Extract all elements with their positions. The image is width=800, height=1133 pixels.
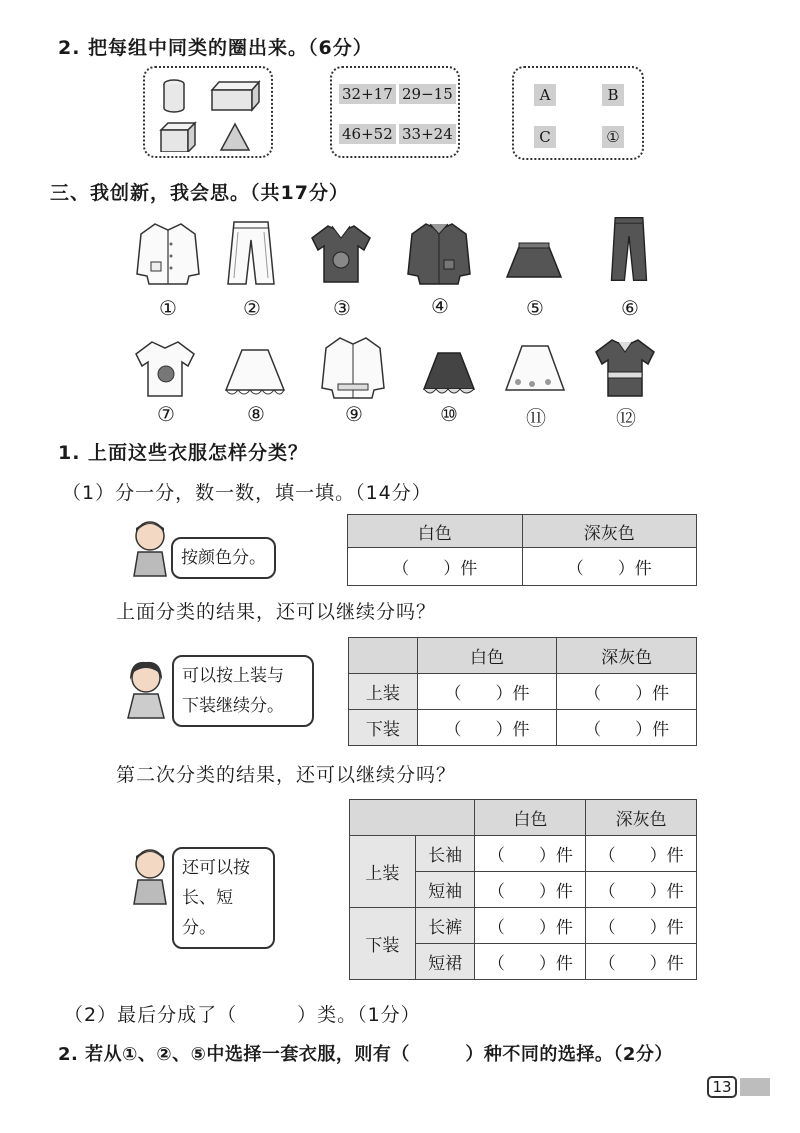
clothing-number: ⑤ <box>526 296 544 320</box>
q2-title: 2. 把每组中同类的圈出来。（6分） <box>58 37 373 59</box>
dark-polo-shirt-image <box>590 332 660 402</box>
answer-cell: （ ）件 <box>522 548 697 586</box>
answer-cell: （ ）件 <box>417 710 557 746</box>
white-floral-skirt-image <box>500 336 570 406</box>
white-tshirt-image <box>130 334 200 404</box>
letter-item: C <box>534 126 556 148</box>
shape-group-box <box>143 66 273 158</box>
row-label-short-sleeve: 短袖 <box>415 872 475 908</box>
answer-cell: （ ）件 <box>475 872 586 908</box>
row-label-long-sleeve: 长袖 <box>415 836 475 872</box>
clothing-number: ⑥ <box>621 296 639 320</box>
clothing-number: ⑧ <box>247 402 265 426</box>
equation: 29−15 <box>399 84 456 104</box>
letter-group-box <box>512 66 644 160</box>
clothing-number: ⑫ <box>616 406 636 430</box>
shapes-illustration <box>157 76 263 152</box>
white-skirt-image <box>220 338 290 408</box>
dark-jacket-image <box>404 218 474 288</box>
group-label-tops: 上装 <box>350 836 416 908</box>
answer-cell: （ ）件 <box>586 836 697 872</box>
speech-bubble: 按颜色分。 <box>171 537 276 579</box>
letter-item: ① <box>602 126 624 148</box>
continue-prompt-2: 第二次分类的结果，还可以继续分吗？ <box>116 764 457 786</box>
clothing-number: ③ <box>333 296 351 320</box>
header-white: 白色 <box>417 638 557 674</box>
header-dark-gray: 深灰色 <box>557 638 697 674</box>
q1-part2: （2）最后分成了（ ）类。（1分） <box>64 1004 421 1026</box>
row-label-tops: 上装 <box>349 674 418 710</box>
letter-item: A <box>534 84 556 106</box>
answer-cell: （ ）件 <box>475 908 586 944</box>
row-label-short-skirt: 短裙 <box>415 944 475 980</box>
answer-cell: （ ）件 <box>586 908 697 944</box>
q2-bottom: 2. 若从①、②、⑤中选择一套衣服，则有（ ）种不同的选择。（2分） <box>58 1044 673 1065</box>
clothing-number: ⑩ <box>440 402 458 426</box>
dark-ruffle-skirt-image <box>414 340 484 410</box>
continue-prompt-1: 上面分类的结果，还可以继续分吗？ <box>116 601 437 623</box>
dark-trousers-image <box>594 214 664 284</box>
clothing-number: ① <box>159 296 177 320</box>
bubble-line: 可以按上装与 <box>182 666 284 686</box>
answer-cell: （ ）件 <box>586 944 697 980</box>
clothing-number: ⑪ <box>526 406 546 430</box>
speech-bubble <box>172 655 314 727</box>
q1-part1: （1）分一分，数一数，填一填。（14分） <box>62 482 432 504</box>
page-number: 13 <box>707 1076 737 1098</box>
header-white: 白色 <box>348 515 523 548</box>
answer-cell: （ ）件 <box>348 548 523 586</box>
clothing-number: ④ <box>431 294 449 318</box>
boy-avatar <box>128 518 176 578</box>
bubble-line: 还可以按 <box>182 858 250 878</box>
answer-cell: （ ）件 <box>586 872 697 908</box>
top-bottom-table <box>348 637 697 746</box>
equation: 46+52 <box>339 124 396 144</box>
row-label-long-pants: 长裤 <box>415 908 475 944</box>
dark-skirt-image <box>499 228 569 298</box>
girl-avatar <box>124 660 172 720</box>
group-label-bottoms: 下装 <box>350 908 416 980</box>
clothing-number: ⑨ <box>345 402 363 426</box>
answer-cell: （ ）件 <box>417 674 557 710</box>
white-trousers-image <box>216 218 286 288</box>
equation: 32+17 <box>339 84 396 104</box>
letter-item: B <box>602 84 624 106</box>
answer-cell: （ ）件 <box>475 836 586 872</box>
dark-tshirt-image <box>306 218 376 288</box>
row-label-bottoms: 下装 <box>349 710 418 746</box>
header-dark-gray: 深灰色 <box>522 515 697 548</box>
white-jacket-image <box>133 218 203 288</box>
q1-title: 1. 上面这些衣服怎样分类？ <box>58 442 309 464</box>
bubble-line: 长、短分。 <box>182 888 233 938</box>
clothing-number: ② <box>243 296 261 320</box>
page-number-bar <box>740 1078 770 1096</box>
answer-cell: （ ）件 <box>557 710 697 746</box>
length-table <box>349 799 697 980</box>
bubble-line: 下装继续分。 <box>182 696 284 716</box>
section-title: 三、我创新，我会思。（共17分） <box>50 182 349 204</box>
header-white: 白色 <box>475 800 586 836</box>
white-coat-image <box>318 332 388 402</box>
answer-cell: （ ）件 <box>475 944 586 980</box>
color-table <box>347 514 697 586</box>
boy-avatar <box>128 846 176 906</box>
header-dark-gray: 深灰色 <box>586 800 697 836</box>
equation-group-box <box>330 66 460 158</box>
speech-bubble <box>172 847 275 949</box>
answer-cell: （ ）件 <box>557 674 697 710</box>
clothing-number: ⑦ <box>157 402 175 426</box>
equation: 33+24 <box>399 124 456 144</box>
